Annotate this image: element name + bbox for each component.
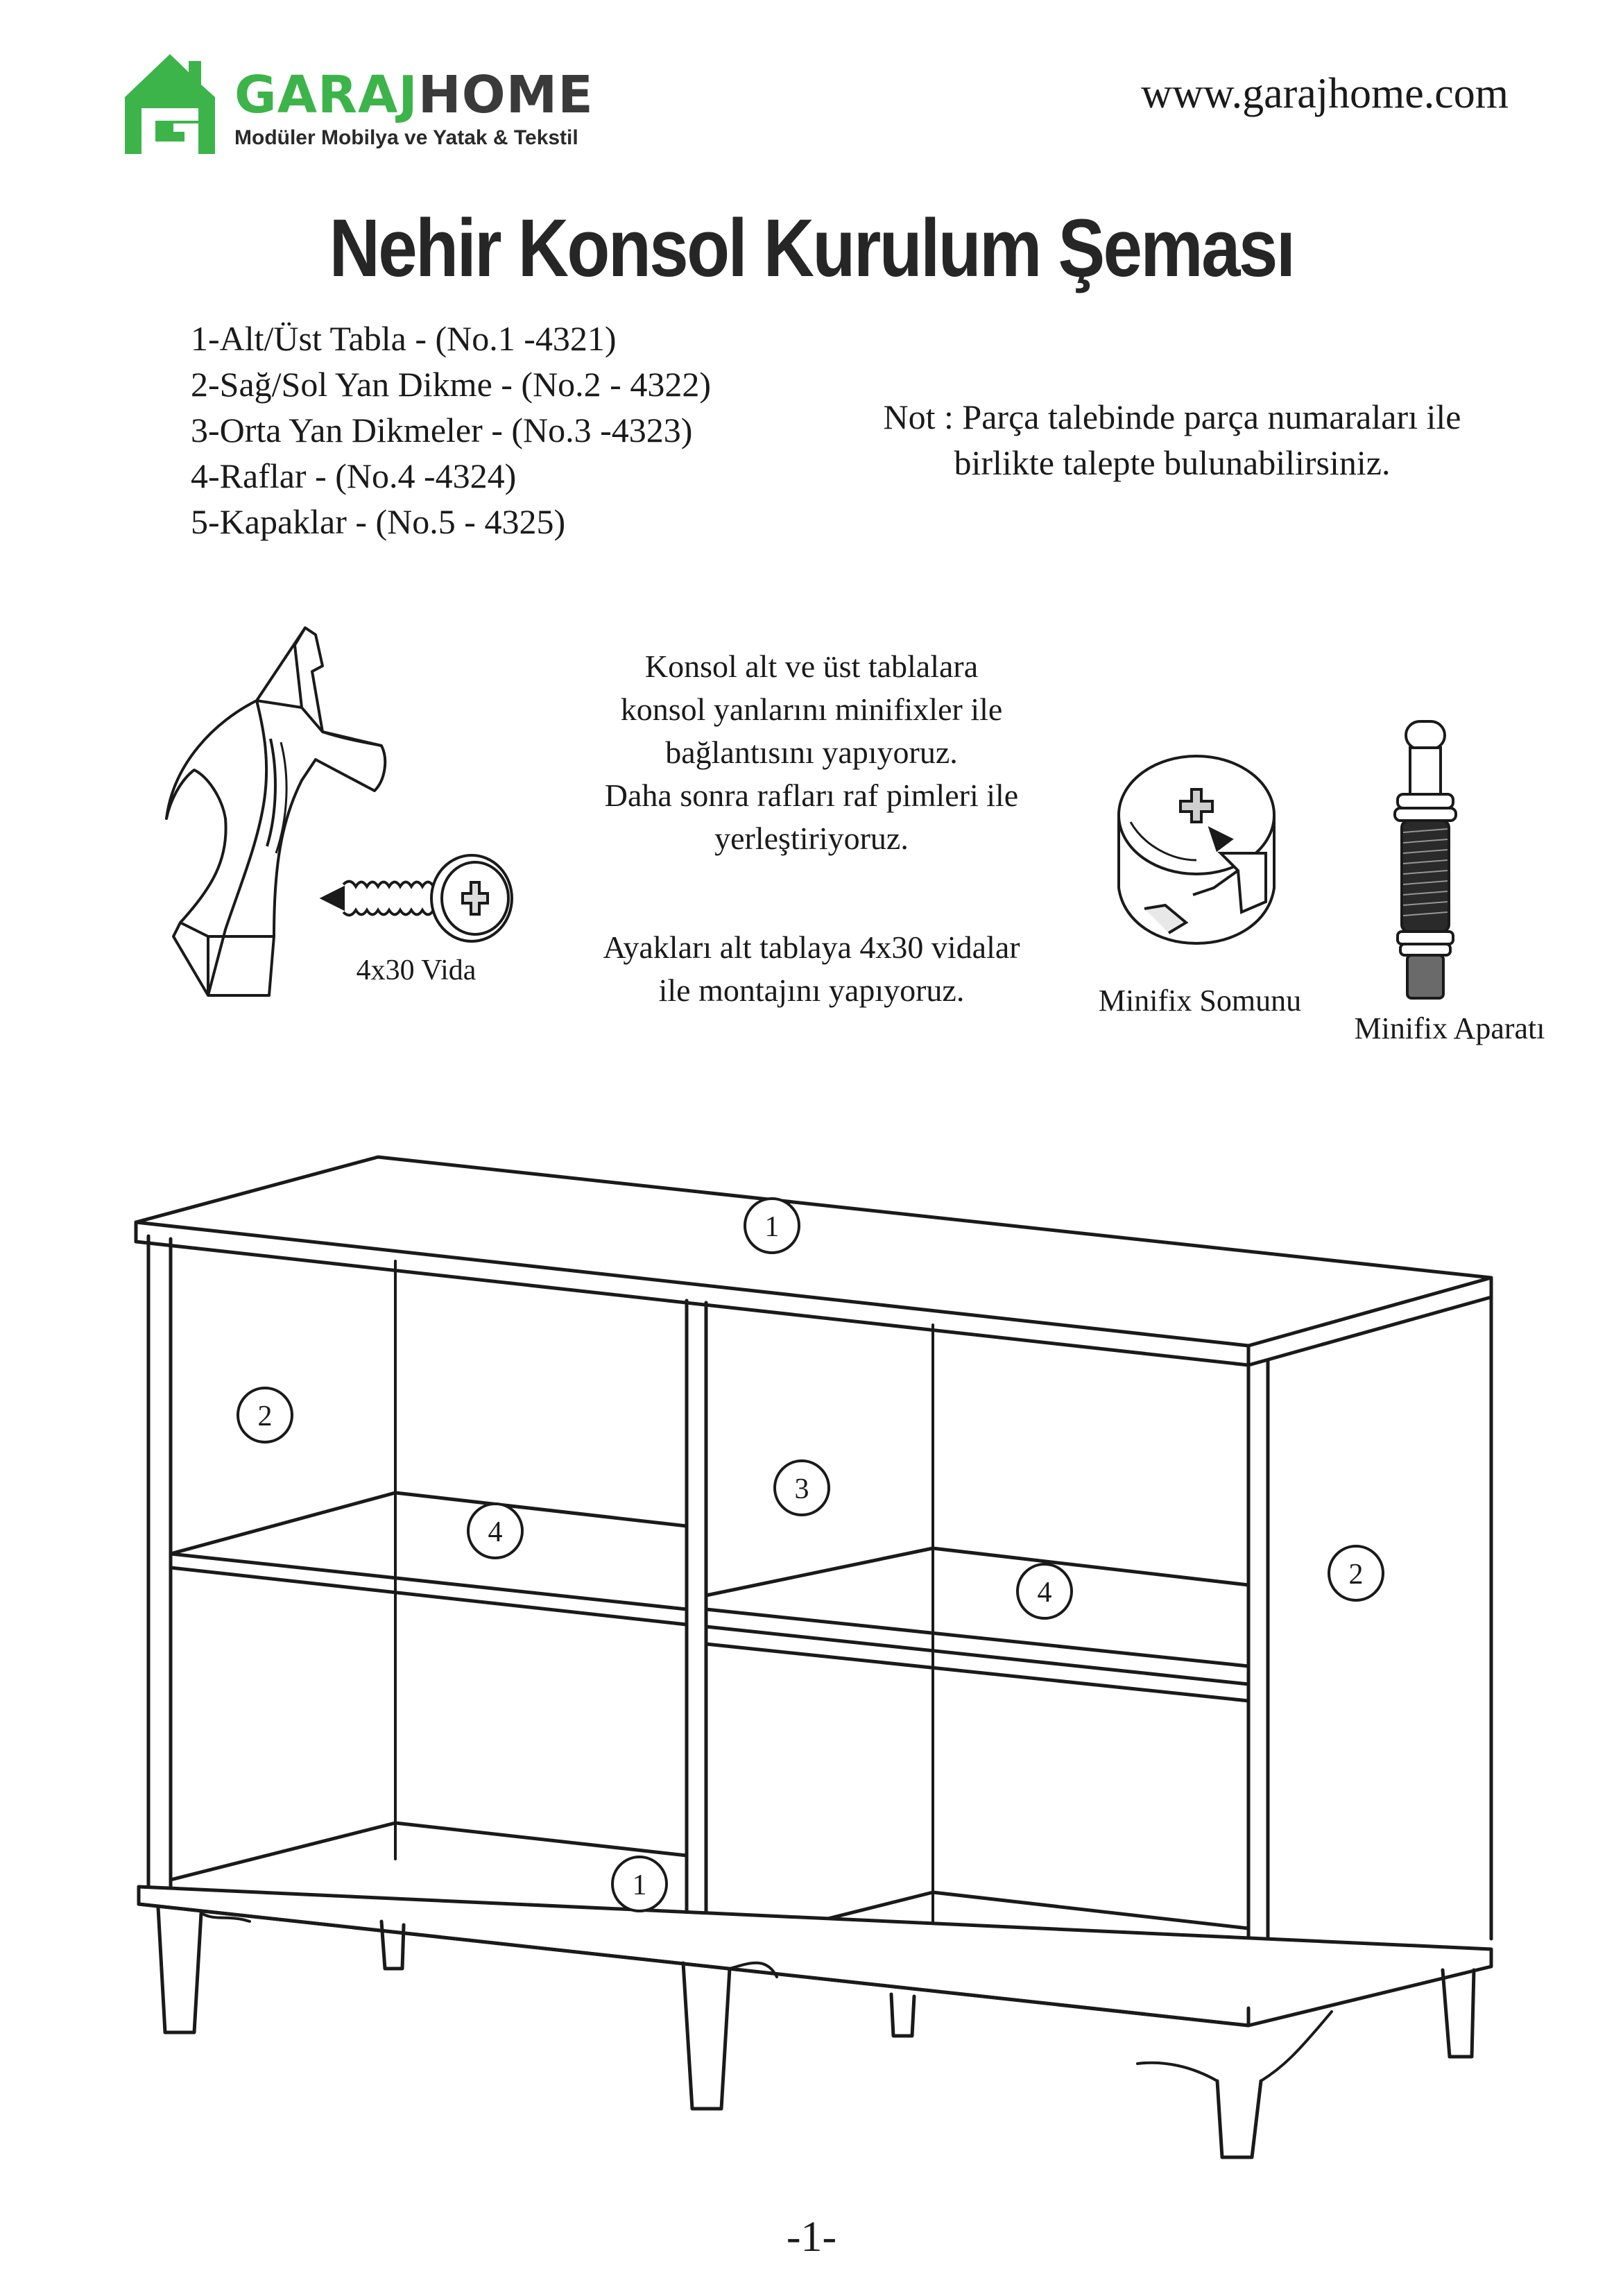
parts-list-item: 2-Sağ/Sol Yan Dikme - (No.2 - 4322) — [191, 365, 711, 404]
brand-logo — [118, 49, 594, 166]
instruction-line: konsol yanlarını minifixler ile — [620, 692, 1003, 727]
parts-list-item: 5-Kapaklar - (No.5 - 4325) — [191, 502, 566, 541]
callout-left-shelf: 4 — [488, 1516, 503, 1548]
screw-icon — [316, 846, 524, 950]
screw-label: 4x30 Vida — [356, 954, 476, 986]
instruction-line: bağlantısını yapıyoruz. — [665, 735, 958, 770]
callout-right-side: 2 — [1348, 1559, 1364, 1591]
parts-list-item: 3-Orta Yan Dikmeler - (No.3 -4323) — [191, 411, 693, 449]
website-url: www.garajhome.com — [1141, 70, 1509, 117]
callout-top-panel: 1 — [764, 1211, 780, 1243]
instruction-line: Konsol alt ve üst tablalara — [644, 649, 979, 684]
note-text — [825, 394, 1519, 486]
minifix-nut-icon — [1103, 749, 1304, 957]
brand-name-garaj: GARAJ — [234, 65, 418, 125]
brand-name — [234, 65, 594, 125]
leg-instructions — [541, 926, 1082, 1012]
callout-bottom-panel: 1 — [632, 1869, 647, 1901]
instruction-line: Ayakları alt tablaya 4x30 vidalar — [603, 929, 1020, 965]
parts-list-item: 4-Raflar - (No.4 -4324) — [191, 456, 517, 495]
callout-middle-divider: 3 — [794, 1473, 809, 1505]
callout-left-side: 2 — [257, 1400, 273, 1432]
instruction-line: ile montajını yapıyoruz. — [658, 973, 965, 1008]
minifix-bolt-label: Minifix Aparatı — [1354, 1011, 1545, 1045]
parts-list-item: 1-Alt/Üst Tabla - (No.1 -4321) — [191, 319, 617, 358]
minifix-nut-label: Minifix Somunu — [1098, 984, 1302, 1018]
house-logo-icon — [118, 49, 222, 160]
note-line: birlikte talepte bulunabilirsiniz. — [954, 443, 1391, 482]
brand-name-home: HOME — [418, 65, 594, 125]
page-title: Nehir Konsol Kurulum Şeması — [329, 203, 1294, 294]
instruction-line: Daha sonra rafları raf pimleri ile — [604, 778, 1019, 813]
callout-right-shelf: 4 — [1037, 1577, 1052, 1609]
minifix-instructions — [541, 645, 1082, 860]
note-line: Not : Parça talebinde parça numaraları ile — [883, 397, 1461, 436]
parts-list — [191, 316, 711, 545]
brand-tagline: Modüler Mobilya ve Yatak & Tekstil — [234, 126, 578, 149]
minifix-bolt-icon — [1377, 714, 1474, 1006]
console-assembly-diagram — [0, 1138, 1623, 2178]
instruction-line: yerleştiriyoruz. — [714, 821, 909, 856]
page-number: -1- — [786, 2213, 837, 2261]
